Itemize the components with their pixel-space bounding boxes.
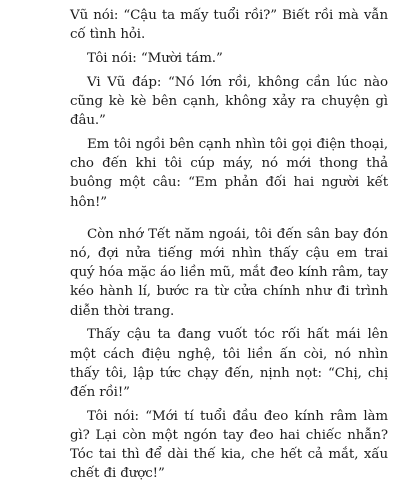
paragraph-3: Vi Vũ đáp: “Nó lớn rồi, không cần lúc nào cũng kè kè bên cạnh, không xảy ra chuyện gì đâu.” xyxy=(70,74,388,129)
paragraph-5: Còn nhớ Tết năm ngoái, tôi đến sân bay đón nó, đợi nửa tiếng mới nhìn thấy cậu em trai quý hóa mặc áo liền mũ, mắt đeo kính râm, tay kéo hành lí, bước ra từ cửa chính như đi trình diễn thời trang. xyxy=(70,226,388,319)
paragraph-7: Tôi nói: “Mới tí tuổi đầu đeo kính râm làm gì? Lại còn một ngón tay đeo hai chiếc nhẫn? Tóc tai thì để dài thế kia, che hết cả mắt, xấu chết đi được!” xyxy=(70,408,388,482)
paragraph-2: Tôi nói: “Mười tám.” xyxy=(87,51,223,66)
paragraph-4: Em tôi ngồi bên cạnh nhìn tôi gọi điện thoại, cho đến khi tôi cúp máy, nó mới thong thả buông một câu: “Em phản đối hai người kết hôn!” xyxy=(70,137,388,210)
text-column xyxy=(70,6,388,488)
paragraph-6: Thấy cậu ta đang vuốt tóc rối hất mái lên một cách điệu nghệ, tôi liền ấn còi, nó nhìn thấy tôi, lập tức chạy đến, nịnh nọt: “Chị, chị đến rồi!” xyxy=(70,327,388,401)
paragraph-1: Vũ nói: “Cậu ta mấy tuổi rồi?” Biết rồi mà vẫn cố tình hỏi. xyxy=(70,8,388,43)
